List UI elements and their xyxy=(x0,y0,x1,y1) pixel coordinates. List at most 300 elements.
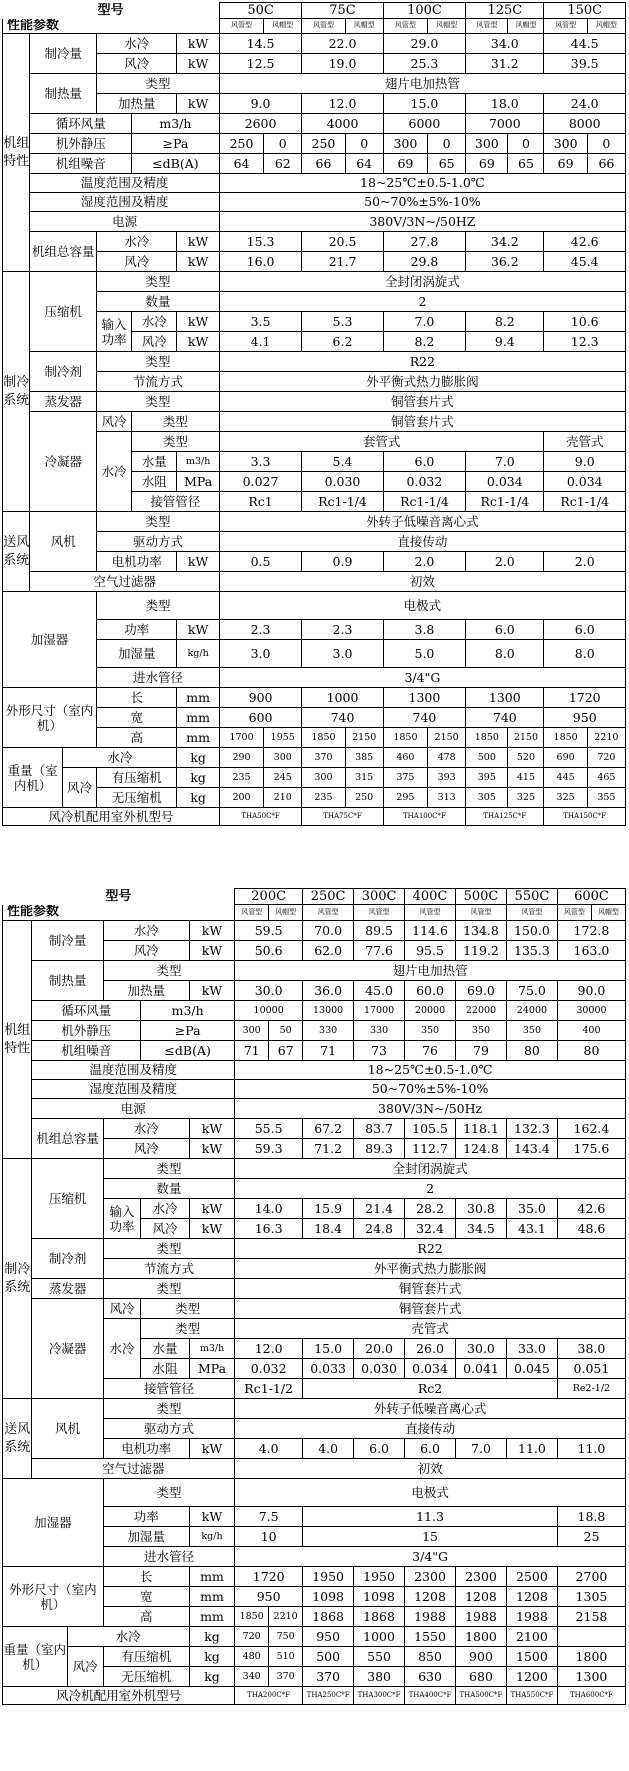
unit-label: ≥Pa xyxy=(141,1021,235,1041)
value-cell: 690 xyxy=(544,748,587,768)
value-cell: 325 xyxy=(544,788,587,808)
value-cell: 6.2 xyxy=(302,332,383,352)
value-cell: 11.0 xyxy=(506,1439,557,1459)
value-cell: 2300 xyxy=(405,1567,456,1587)
value-cell: 235 xyxy=(219,768,263,788)
value-cell: 600 xyxy=(219,708,301,728)
noise-label: 机组噪音 xyxy=(32,1041,141,1061)
value-cell: 0.034 xyxy=(544,472,626,492)
model-550c: 550C xyxy=(506,889,557,905)
value-cell: Rc1 xyxy=(219,492,301,512)
value-cell: 172.8 xyxy=(557,921,625,941)
value-cell: 1800 xyxy=(557,1647,625,1667)
value-cell: THA400C*F xyxy=(405,1687,456,1705)
value-cell: 550 xyxy=(354,1647,405,1667)
value-cell: THA600C*F xyxy=(557,1687,625,1705)
value-cell: 2210 xyxy=(269,1607,303,1627)
temp-range-label: 温度范围及精度 xyxy=(32,1061,235,1080)
value-cell: 0.034 xyxy=(405,1359,456,1379)
value-cell: 0.5 xyxy=(219,552,301,572)
value-cell: 0 xyxy=(428,134,466,154)
value-cell: 375 xyxy=(383,768,427,788)
air-type-label: 风帽型 xyxy=(345,19,383,34)
value-cell: THA550C*F xyxy=(506,1687,557,1705)
unit-label: kW xyxy=(177,620,219,640)
refrigerant-value: R22 xyxy=(235,1239,626,1259)
humidifier-power-label: 功率 xyxy=(97,620,177,640)
value-cell: 300 xyxy=(264,748,302,768)
compressor-type-value: 全封闭涡旋式 xyxy=(235,1159,626,1179)
value-cell: 69 xyxy=(383,154,427,174)
value-cell: 69 xyxy=(544,154,587,174)
value-cell: 39.5 xyxy=(544,54,626,74)
value-cell: 385 xyxy=(345,748,383,768)
value-cell: 124.8 xyxy=(456,1139,507,1159)
length-label: 长 xyxy=(97,688,177,708)
humidifier-amount-label: 加湿量 xyxy=(97,640,177,668)
value-cell: 134.8 xyxy=(456,921,507,941)
value-cell: 1720 xyxy=(544,688,626,708)
drive-label: 驱动方式 xyxy=(97,532,220,552)
value-cell: 6.0 xyxy=(544,620,626,640)
value-cell: 2500 xyxy=(506,1567,557,1587)
value-cell: 79 xyxy=(456,1041,507,1061)
category-unit: 机组特性 xyxy=(3,921,32,1159)
value-cell: 340 xyxy=(235,1667,269,1687)
category-fan: 送风系统 xyxy=(3,1399,32,1479)
value-cell: 7.5 xyxy=(235,1507,303,1527)
air-cool-label: 风冷 xyxy=(63,768,97,808)
water-cool-label: 水冷 xyxy=(97,232,177,252)
value-cell: 42.6 xyxy=(544,232,626,252)
value-cell: 6000 xyxy=(383,114,465,134)
value-cell: 290 xyxy=(219,748,263,768)
water-flow-label: 水量 xyxy=(141,1339,190,1359)
pipe-label: 接管管径 xyxy=(131,492,219,512)
value-cell: 1500 xyxy=(506,1647,557,1667)
value-cell: 480 xyxy=(235,1647,269,1667)
heating-capacity-label: 制热量 xyxy=(30,74,97,114)
weight-label: 重量（室内机） xyxy=(3,1627,68,1687)
spec-table-2 xyxy=(2,888,626,1705)
value-cell: 500 xyxy=(303,1647,354,1667)
value-cell: 8.2 xyxy=(466,312,544,332)
unit-label: kg xyxy=(189,1667,234,1687)
value-cell: 71 xyxy=(235,1041,269,1061)
air-cool-label: 风冷 xyxy=(103,1139,189,1159)
value-cell: 0.030 xyxy=(354,1359,405,1379)
value-cell: 7.0 xyxy=(466,452,544,472)
value-cell: 1200 xyxy=(506,1667,557,1687)
height-label: 高 xyxy=(97,728,177,748)
value-cell: 80 xyxy=(506,1041,557,1061)
air-cool-label: 风冷 xyxy=(97,252,177,272)
throttle-label: 节流方式 xyxy=(103,1259,234,1279)
temp-range-value: 18~25℃±0.5-1.0℃ xyxy=(235,1061,626,1080)
unit-label: mm xyxy=(177,708,219,728)
value-cell: 175.6 xyxy=(557,1139,625,1159)
humidity-range-value: 50~70%±5%-10% xyxy=(219,193,625,212)
value-cell: 89.3 xyxy=(354,1139,405,1159)
unit-label: kg xyxy=(177,768,219,788)
unit-label: kg xyxy=(177,788,219,808)
value-cell: 1000 xyxy=(354,1627,405,1647)
water-cool-label: 水冷 xyxy=(67,1627,189,1647)
water-resistance-label: 水阻 xyxy=(141,1359,190,1379)
value-cell: 0.045 xyxy=(506,1359,557,1379)
value-cell: 5.3 xyxy=(302,312,383,332)
noise-label: 机组噪音 xyxy=(30,154,132,174)
duct-type-label: 风管型 xyxy=(544,19,587,34)
value-cell: 300 xyxy=(235,1021,269,1041)
value-cell: 1868 xyxy=(303,1607,354,1627)
no-compressor-label: 无压缩机 xyxy=(103,1667,189,1687)
value-cell: 0.032 xyxy=(235,1359,303,1379)
value-cell: 245 xyxy=(264,768,302,788)
value-cell: 64 xyxy=(345,154,383,174)
value-cell: 22000 xyxy=(456,1001,507,1021)
humidifier-label: 加湿器 xyxy=(3,592,97,688)
value-cell: 34.0 xyxy=(466,34,544,54)
water-flow-label: 水量 xyxy=(131,452,176,472)
value-cell: 1988 xyxy=(506,1607,557,1627)
value-cell: 20.0 xyxy=(354,1339,405,1359)
category-unit: 机组特性 xyxy=(3,34,30,272)
value-cell: 30000 xyxy=(557,1001,625,1021)
value-cell: 2.3 xyxy=(302,620,383,640)
unit-label: mm xyxy=(177,688,219,708)
value-cell: 250 xyxy=(219,134,263,154)
model-50c: 50C xyxy=(219,3,301,19)
model-600c: 600C xyxy=(557,889,625,905)
value-cell: 5.4 xyxy=(302,452,383,472)
value-cell: 30.0 xyxy=(235,981,303,1001)
value-cell: 29.8 xyxy=(383,252,465,272)
value-cell: 1208 xyxy=(456,1587,507,1607)
value-cell: 18.4 xyxy=(303,1219,354,1239)
value-cell: 370 xyxy=(302,748,345,768)
value-cell: THA250C*F xyxy=(303,1687,354,1705)
value-cell: 17000 xyxy=(354,1001,405,1021)
value-cell: 105.5 xyxy=(405,1119,456,1139)
evaporator-value: 铜管套片式 xyxy=(219,392,625,412)
value-cell: 300 xyxy=(466,134,508,154)
value-cell: 114.6 xyxy=(405,921,456,941)
water-cool-label: 水冷 xyxy=(103,1119,189,1139)
unit-label: ≥Pa xyxy=(131,134,219,154)
category-fan: 送风系统 xyxy=(3,512,30,592)
value-cell: 22.0 xyxy=(302,34,383,54)
value-cell: 21.4 xyxy=(354,1199,405,1219)
value-cell: 305 xyxy=(466,788,508,808)
value-cell: 43.1 xyxy=(506,1219,557,1239)
value-cell: THA125C*F xyxy=(466,808,544,826)
value-cell: 28.2 xyxy=(405,1199,456,1219)
value-cell: 50 xyxy=(269,1021,303,1041)
value-cell: 50.6 xyxy=(235,941,303,961)
value-cell: 950 xyxy=(303,1627,354,1647)
value-cell: 71.2 xyxy=(303,1139,354,1159)
value-cell: 1950 xyxy=(303,1567,354,1587)
value-cell: 118.1 xyxy=(456,1119,507,1139)
evaporator-label: 蒸发器 xyxy=(30,392,97,412)
value-cell: 1850 xyxy=(302,728,345,748)
unit-label: kW xyxy=(177,312,219,332)
heating-type-value: 翅片电加热管 xyxy=(235,961,626,981)
value-cell: 33.0 xyxy=(506,1339,557,1359)
unit-label: kW xyxy=(177,552,219,572)
value-cell: 1098 xyxy=(354,1587,405,1607)
value-cell: 370 xyxy=(303,1667,354,1687)
drive-value: 直接传动 xyxy=(235,1419,626,1439)
value-cell: 48.6 xyxy=(557,1219,625,1239)
duct-type-label: 风管型 xyxy=(506,905,557,921)
value-cell: 3.0 xyxy=(219,640,301,668)
value-cell: 70.0 xyxy=(303,921,354,941)
filter-value: 初效 xyxy=(219,572,625,592)
value-cell: Rc1-1/4 xyxy=(302,492,383,512)
value-cell: 4000 xyxy=(302,114,383,134)
value-cell: 18.0 xyxy=(466,94,544,114)
value-cell: 950 xyxy=(544,708,626,728)
value-cell: 4.1 xyxy=(219,332,301,352)
value-cell: 27.8 xyxy=(383,232,465,252)
throttle-value: 外平衡式热力膨胀阀 xyxy=(235,1259,626,1279)
type-label: 类型 xyxy=(103,1479,234,1507)
type-label: 类型 xyxy=(103,1279,234,1299)
value-cell: 395 xyxy=(466,768,508,788)
static-pressure-label: 机外静压 xyxy=(30,134,132,154)
value-cell: 62.0 xyxy=(303,941,354,961)
type-label: 类型 xyxy=(103,1399,234,1419)
value-cell: 400 xyxy=(557,1021,625,1041)
value-cell: 315 xyxy=(345,768,383,788)
type-label: 类型 xyxy=(97,272,220,292)
unit-label: m3/h xyxy=(141,1001,235,1021)
value-cell: 0.051 xyxy=(557,1359,625,1379)
value-cell: 445 xyxy=(544,768,587,788)
fan-type-value: 外转子低噪音离心式 xyxy=(235,1399,626,1419)
motor-power-label: 电机功率 xyxy=(103,1439,189,1459)
unit-label: kW xyxy=(189,921,234,941)
value-cell: 0.9 xyxy=(302,552,383,572)
value-cell: 0 xyxy=(264,134,302,154)
value-cell: Re2-1/2 xyxy=(557,1379,625,1399)
value-cell: 1988 xyxy=(405,1607,456,1627)
inlet-value: 3/4"G xyxy=(235,1547,626,1567)
type-label: 类型 xyxy=(131,412,219,432)
value-cell: 64 xyxy=(219,154,263,174)
water-cool-label: 水冷 xyxy=(97,34,177,54)
value-cell: 15.0 xyxy=(383,94,465,114)
value-cell: 680 xyxy=(456,1667,507,1687)
value-cell: 60.0 xyxy=(405,981,456,1001)
value-cell: 500 xyxy=(466,748,508,768)
value-cell: 465 xyxy=(587,768,625,788)
value-cell: 25 xyxy=(557,1527,625,1547)
with-compressor-label: 有压缩机 xyxy=(103,1647,189,1667)
value-cell: 20.5 xyxy=(302,232,383,252)
value-cell: 2150 xyxy=(345,728,383,748)
value-cell: 370 xyxy=(269,1667,303,1687)
unit-label: kW xyxy=(177,94,219,114)
value-cell: 67 xyxy=(269,1041,303,1061)
air-type-label: 风帽型 xyxy=(269,905,303,921)
duct-type-label: 风管型 xyxy=(303,905,354,921)
unit-label: MPa xyxy=(177,472,219,492)
value-cell: 3.8 xyxy=(383,620,465,640)
fan-type-value: 外转子低噪音离心式 xyxy=(219,512,625,532)
value-cell: 720 xyxy=(235,1627,269,1647)
humidity-range-label: 湿度范围及精度 xyxy=(32,1080,235,1099)
unit-label: kW xyxy=(177,232,219,252)
value-cell: 1720 xyxy=(235,1567,303,1587)
air-type-label: 风帽型 xyxy=(508,19,544,34)
total-capacity-label: 机组总容量 xyxy=(32,1119,103,1159)
value-cell: 32.4 xyxy=(405,1219,456,1239)
unit-label: mm xyxy=(189,1607,234,1627)
value-cell: 1208 xyxy=(405,1587,456,1607)
value-cell: 30.8 xyxy=(456,1199,507,1219)
throttle-label: 节流方式 xyxy=(97,372,220,392)
value-cell: 71 xyxy=(303,1041,354,1061)
value-cell: 200 xyxy=(219,788,263,808)
value-cell: 75.0 xyxy=(506,981,557,1001)
humidifier-label: 加湿器 xyxy=(3,1479,104,1567)
temp-range-value: 18~25℃±0.5-1.0℃ xyxy=(219,174,625,193)
value-cell: 89.5 xyxy=(354,921,405,941)
value-cell: Rc1-1/2 xyxy=(235,1379,303,1399)
value-cell: 3.0 xyxy=(302,640,383,668)
compressor-label: 压缩机 xyxy=(30,272,97,352)
type-label: 类型 xyxy=(141,1319,235,1339)
type-label: 类型 xyxy=(141,1299,235,1319)
unit-label: kW xyxy=(177,252,219,272)
value-cell: 6.0 xyxy=(354,1439,405,1459)
value-cell: 45.0 xyxy=(354,981,405,1001)
value-cell: 0.032 xyxy=(383,472,465,492)
value-cell: 5.0 xyxy=(383,640,465,668)
value-cell: 6.0 xyxy=(405,1439,456,1459)
value-cell: 210 xyxy=(264,788,302,808)
value-cell: 11.0 xyxy=(557,1439,625,1459)
value-cell: 69.0 xyxy=(456,981,507,1001)
value-cell: Rc2 xyxy=(303,1379,558,1399)
value-cell: 30.0 xyxy=(456,1339,507,1359)
no-compressor-label: 无压缩机 xyxy=(97,788,177,808)
value-cell: 2700 xyxy=(557,1567,625,1587)
value-cell: 20000 xyxy=(405,1001,456,1021)
value-cell: 900 xyxy=(456,1647,507,1667)
model-200c: 200C xyxy=(235,889,303,905)
model-header: 型号 xyxy=(97,2,124,18)
value-cell: THA300C*F xyxy=(354,1687,405,1705)
filter-label: 空气过滤器 xyxy=(30,572,219,592)
value-cell: 7.0 xyxy=(456,1439,507,1459)
value-cell: 90.0 xyxy=(557,981,625,1001)
value-cell: 12.0 xyxy=(302,94,383,114)
value-cell: 900 xyxy=(219,688,301,708)
humidifier-amount-label: 加湿量 xyxy=(103,1527,189,1547)
filter-value: 初效 xyxy=(235,1459,626,1479)
value-cell: 1868 xyxy=(354,1607,405,1627)
value-cell: 35.0 xyxy=(506,1199,557,1219)
value-cell: 44.5 xyxy=(544,34,626,54)
value-cell: 330 xyxy=(303,1021,354,1041)
dimensions-label: 外形尺寸（室内机） xyxy=(3,688,97,748)
value-cell: 1300 xyxy=(466,688,544,708)
inlet-label: 进水管径 xyxy=(103,1547,234,1567)
duct-type-label: 风管型 xyxy=(466,19,508,34)
value-cell: 2300 xyxy=(456,1567,507,1587)
heat-amount-label: 加热量 xyxy=(103,981,189,1001)
value-cell: THA500C*F xyxy=(456,1687,507,1705)
water-cool-label: 水冷 xyxy=(141,1199,190,1219)
value-cell: 36.2 xyxy=(466,252,544,272)
value-cell: THA200C*F xyxy=(235,1687,303,1705)
value-cell: Rc1-1/4 xyxy=(383,492,465,512)
value-cell: 10000 xyxy=(235,1001,303,1021)
value-cell: 8.0 xyxy=(466,640,544,668)
value-cell: 2.0 xyxy=(544,552,626,572)
value-cell: 67.2 xyxy=(303,1119,354,1139)
type-label: 类型 xyxy=(97,512,220,532)
value-cell: 2.0 xyxy=(383,552,465,572)
value-cell: 350 xyxy=(506,1021,557,1041)
value-cell: 313 xyxy=(428,788,466,808)
unit-label: kW xyxy=(189,1507,234,1527)
value-cell: 2150 xyxy=(428,728,466,748)
unit-label: kg/h xyxy=(177,640,219,668)
value-cell: 15.3 xyxy=(219,232,301,252)
type-label: 类型 xyxy=(97,352,220,372)
unit-label: mm xyxy=(189,1587,234,1607)
inlet-label: 进水管径 xyxy=(97,668,220,688)
value-cell: 15.9 xyxy=(303,1199,354,1219)
type-label: 类型 xyxy=(103,1239,234,1259)
model-400c: 400C xyxy=(405,889,456,905)
value-cell: 15.0 xyxy=(303,1339,354,1359)
value-cell: 10.6 xyxy=(544,312,626,332)
air-cool-label: 风冷 xyxy=(141,1219,190,1239)
value-cell: 630 xyxy=(405,1667,456,1687)
value-cell: 8.2 xyxy=(383,332,465,352)
value-cell: 10 xyxy=(235,1527,303,1547)
value-cell: 2158 xyxy=(557,1607,625,1627)
value-cell: THA100C*F xyxy=(383,808,465,826)
value-cell: 1208 xyxy=(506,1587,557,1607)
value-cell: THA150C*F xyxy=(544,808,626,826)
evaporator-label: 蒸发器 xyxy=(32,1279,103,1299)
unit-label: kW xyxy=(177,54,219,74)
value-cell: 0.030 xyxy=(302,472,383,492)
value-cell: 21.7 xyxy=(302,252,383,272)
motor-power-label: 电机功率 xyxy=(97,552,177,572)
value-cell: 66 xyxy=(302,154,345,174)
power-value: 380V/3N~/50HZ xyxy=(219,212,625,232)
width-label: 宽 xyxy=(103,1587,189,1607)
value-cell: 14.0 xyxy=(235,1199,303,1219)
value-cell: 24.8 xyxy=(354,1219,405,1239)
value-cell: 150.0 xyxy=(506,921,557,941)
input-power-label: 输入功率 xyxy=(103,1199,140,1239)
value-cell: 62 xyxy=(264,154,302,174)
value-cell: 31.2 xyxy=(466,54,544,74)
air-cool-label: 风冷 xyxy=(97,412,132,432)
quantity-value: 2 xyxy=(219,292,625,312)
value-cell: 393 xyxy=(428,768,466,788)
value-cell: 73 xyxy=(354,1041,405,1061)
